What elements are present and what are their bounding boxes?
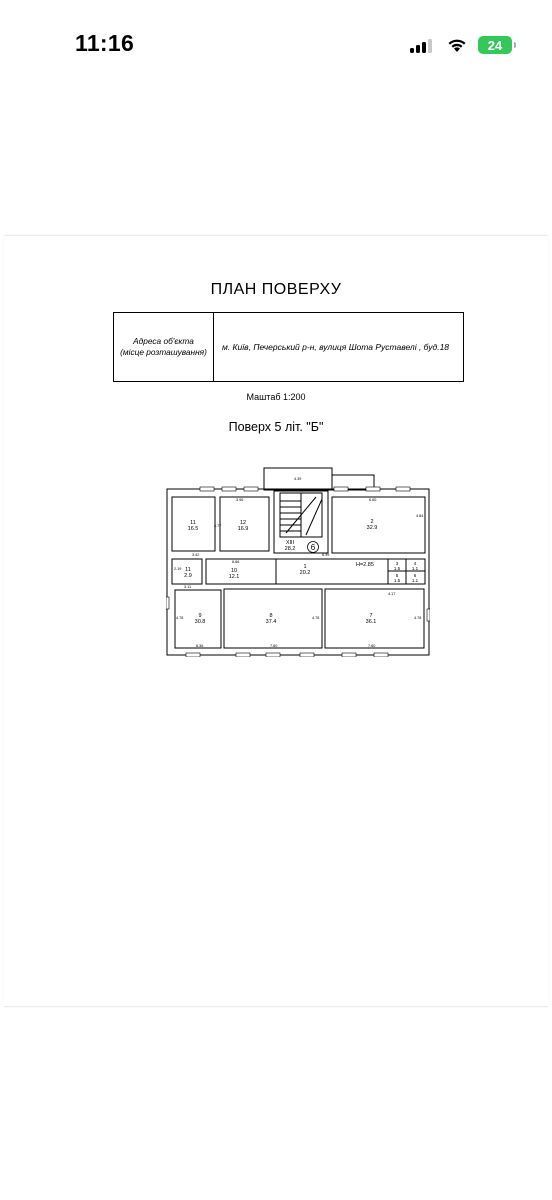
dim-label: 6.39 [322,553,330,557]
cellular-signal-icon [410,37,436,53]
room-area: 12.1 [228,574,240,580]
dim-label: 4.77 [214,524,222,528]
stair-flights [280,493,322,537]
dim-label: 6.36 [196,644,204,648]
room-label: 1 [303,564,307,570]
stair-marker-label: 6 [310,543,316,552]
room-label: 11 [185,567,191,573]
room-label: 5 [395,573,399,578]
room-label: 12 [239,520,247,526]
room-area: 20.2 [299,570,311,576]
dim-label: 6.66 [232,560,240,564]
dim-label: 4.78 [176,616,184,620]
room-label: 4 [413,561,417,566]
battery-level: 24 [487,37,503,53]
room-label: 7 [369,613,373,619]
dim-label: 6.60 [369,498,377,502]
room-area: 1.5 [393,566,401,571]
address-table [113,312,464,382]
room-area: 1.1 [411,578,419,583]
floor-label: Поверх 5 літ. "Б" [228,420,324,434]
address-label [114,313,214,381]
dim-label: 7.60 [368,644,376,648]
dim-label: 4.17 [388,592,396,596]
room-label: 3 [395,561,399,566]
room-label: XIII [285,540,295,546]
room-area: 32.9 [366,525,378,531]
room-2 [332,497,425,553]
dim-label: 3.42 [192,553,200,557]
scale-label: Маштаб 1:200 [246,392,306,402]
floor-plan [166,467,430,657]
room-10 [206,559,276,584]
height-label: H=2.85 [356,562,374,568]
room-area: 2.9 [184,573,192,579]
room-area: 30.8 [194,619,206,625]
room-area: 37.4 [265,619,277,625]
address-label-line2: (місце розташування) [120,347,207,357]
room-label: 2 [370,519,374,525]
status-time: 11:16 [75,30,135,56]
room-label: 11 [190,520,196,526]
dim-label: 4.39 [294,477,302,481]
address-value: м. Київ, Печерський р-н, вулиця Шота Руставелі , буд.18 [222,342,450,352]
battery-icon [478,36,512,54]
room-label: 8 [269,613,273,619]
room-label: 9 [198,613,202,619]
address-label-line1: Адреса об'єкта [133,336,194,346]
dim-label: 3.96 [236,498,244,502]
room-area: 1.5 [393,578,401,583]
document-title: ПЛАН ПОВЕРХУ [210,281,342,298]
status-bar [0,0,552,90]
room-area: 28.2 [284,546,296,552]
room-label: 10 [230,568,238,574]
room-area: 16.5 [187,526,199,532]
dim-label: 4.78 [414,616,422,620]
dim-label: 4.78 [312,616,320,620]
room-area: 1.1 [411,566,419,571]
status-icons [410,34,512,56]
dim-label: 3.11 [184,585,192,589]
wifi-icon [446,37,468,53]
room-label: 6 [413,573,417,578]
dim-label: 7.60 [270,644,278,648]
dim-label: 4.84 [416,514,424,518]
room-area: 36.1 [365,619,377,625]
room-area: 16.9 [237,526,249,532]
dim-label: 2.19 [174,567,182,571]
